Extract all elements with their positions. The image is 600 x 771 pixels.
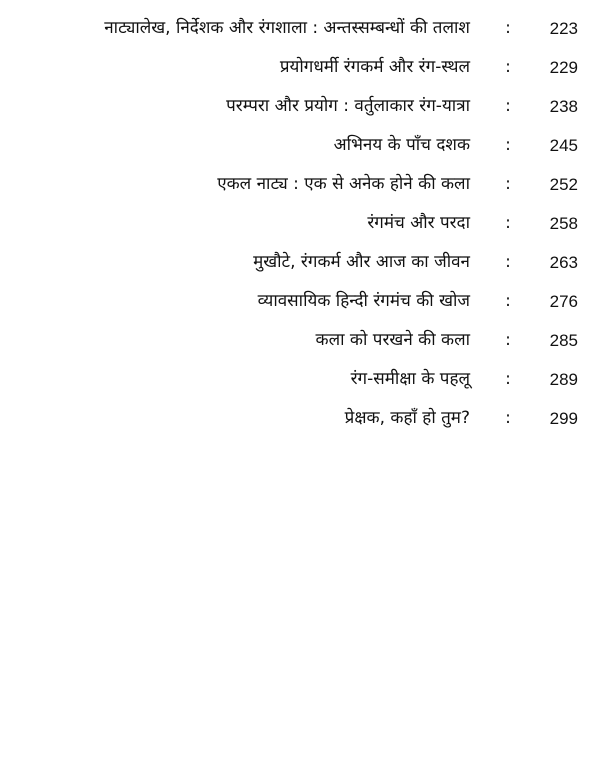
toc-entry-separator: : [505, 18, 511, 38]
toc-entry-title: एकल नाट्य : एक से अनेक होने की कला [217, 174, 470, 194]
toc-entry-title: प्रयोगधर्मी रंगकर्म और रंग-स्थल [279, 57, 470, 77]
toc-entry-separator: : [505, 330, 511, 350]
toc-entry-title: रंग-समीक्षा के पहलू [350, 369, 470, 389]
toc-entry-page-number: 263 [549, 253, 578, 272]
toc-entry-title: प्रेक्षक, कहाँ हो तुम? [344, 408, 470, 428]
toc-entry-separator: : [505, 252, 511, 272]
toc-entry-separator: : [505, 174, 511, 194]
toc-entry-separator: : [505, 135, 511, 155]
toc-entry-separator: : [505, 57, 511, 77]
toc-entry-title: परम्परा और प्रयोग : वर्तुलाकार रंग-यात्रा [226, 96, 470, 116]
toc-entry [0, 170, 600, 209]
toc-entry-title: नाट्यालेख, निर्देशक और रंगशाला : अन्तस्सम्बन्धों की तलाश [104, 18, 470, 38]
toc-entry [0, 209, 600, 248]
toc-entry-title: व्यावसायिक हिन्दी रंगमंच की खोज [257, 291, 470, 311]
toc-entry-separator: : [505, 213, 511, 233]
toc-entry-title: अभिनय के पाँच दशक [333, 135, 470, 155]
toc-entry-page-number: 229 [549, 58, 578, 77]
toc-entry [0, 53, 600, 92]
toc-entry-page-number: 245 [549, 136, 578, 155]
toc-entry [0, 365, 600, 404]
toc-entry [0, 14, 600, 53]
toc-entry-page-number: 258 [549, 214, 578, 233]
table-of-contents [0, 14, 600, 443]
toc-entry-title: कला को परखने की कला [315, 330, 470, 350]
toc-entry-title: रंगमंच और परदा [367, 213, 470, 233]
toc-entry-page-number: 238 [549, 97, 578, 116]
toc-entry [0, 131, 600, 170]
toc-entry-title: मुखौटे, रंगकर्म और आज का जीवन [253, 252, 470, 272]
toc-entry-page-number: 285 [549, 331, 578, 350]
toc-entry-separator: : [505, 369, 511, 389]
toc-entry [0, 287, 600, 326]
toc-entry-page-number: 276 [549, 292, 578, 311]
toc-entry-separator: : [505, 96, 511, 116]
toc-entry-page-number: 252 [549, 175, 578, 194]
toc-entry-page-number: 223 [549, 19, 578, 38]
toc-entry [0, 92, 600, 131]
toc-entry-page-number: 289 [549, 370, 578, 389]
toc-entry [0, 404, 600, 443]
toc-entry-separator: : [505, 291, 511, 311]
toc-entry-separator: : [505, 408, 511, 428]
toc-entry-page-number: 299 [549, 409, 578, 428]
toc-entry [0, 248, 600, 287]
toc-entry [0, 326, 600, 365]
